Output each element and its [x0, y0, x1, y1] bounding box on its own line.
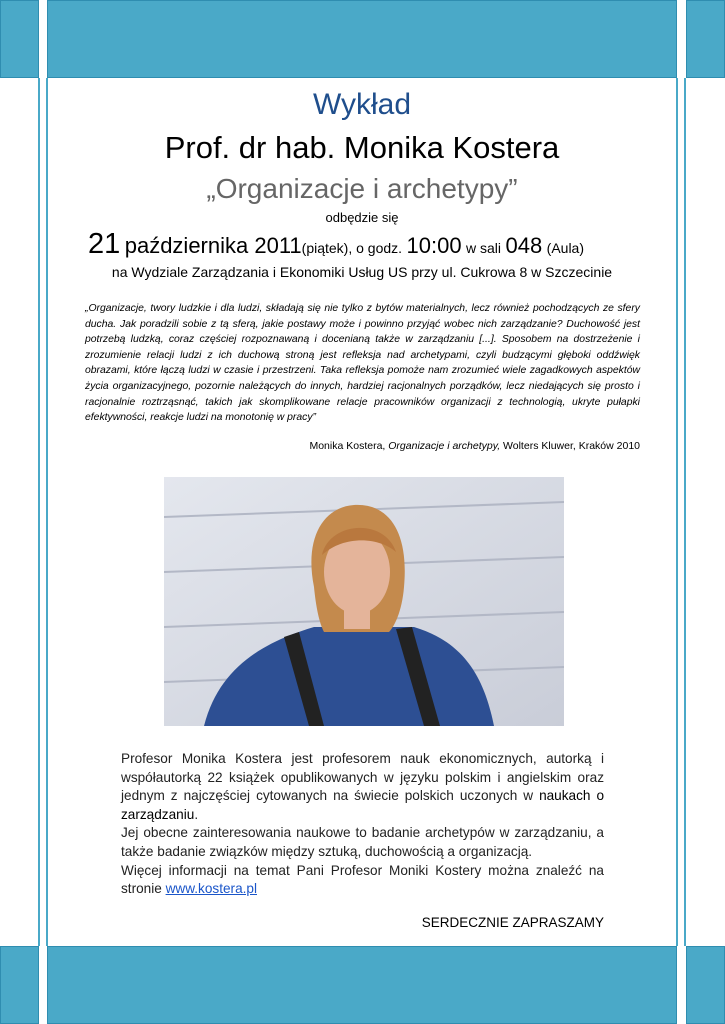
frame-top-left	[0, 0, 39, 78]
will-take-place-text: odbędzie się	[325, 210, 399, 225]
frame-line-right-outer	[684, 78, 686, 946]
bio-paragraph-3	[121, 862, 604, 899]
bio-p1-text: Profesor Monika Kostera jest profesorem nauk ekonomicznych, autorką i współautorką 22 książek opublikowanych w języku polskim i angielskim oraz jednym z najczęściej cytowanych na świecie polskich uczonych w	[121, 751, 604, 804]
speaker-name: Prof. dr hab. Monika Kostera	[164, 130, 560, 165]
speaker-photo	[164, 477, 564, 726]
citation-author: Monika Kostera,	[309, 440, 389, 452]
citation-publisher: Wolters Kluwer, Kraków 2010	[500, 440, 640, 452]
lecture-title: „Organizacje i archetypy”	[206, 173, 518, 204]
invitation-text: SERDECZNIE ZAPRASZAMY	[421, 915, 604, 930]
date-time-line	[88, 228, 676, 261]
room-number: 048	[505, 233, 543, 258]
frame-top-center	[47, 0, 677, 78]
quote-citation	[309, 440, 640, 452]
frame-line-left-outer	[38, 78, 40, 946]
date-day: 21	[88, 228, 121, 260]
bio-p3-text: Więcej informacji na temat Pani Profesor Moniki Kostery można znaleźć na stronie	[121, 862, 604, 897]
bio-paragraph-1	[121, 750, 604, 824]
venue-line: na Wydziale Zarządzania i Ekonomiki Usług US przy ul. Cukrowa 8 w Szczecinie	[111, 264, 613, 280]
website-link[interactable]: www.kostera.pl	[165, 881, 257, 897]
date-weekday: (piątek)	[301, 240, 349, 256]
time-prefix: , o godz.	[348, 240, 403, 256]
bio-p1-end: .	[194, 806, 199, 822]
frame-bottom-left	[0, 946, 39, 1024]
citation-book: Organizacje i archetypy,	[388, 440, 501, 452]
room-prefix: w sali	[466, 240, 502, 256]
frame-bottom-center	[47, 946, 677, 1024]
speaker-bio	[121, 750, 604, 899]
frame-line-right-inner	[676, 78, 678, 946]
time-value: 10:00	[406, 233, 462, 258]
poster-content	[48, 78, 676, 946]
poster-title: Wykład	[312, 88, 412, 121]
frame-bottom-right	[686, 946, 725, 1024]
bio-paragraph-2: Jej obecne zainteresowania naukowe to badanie archetypów w zarządzaniu, a także badanie związków między sztuką, duchowością a organizacją.	[121, 825, 604, 859]
bio-highlight: naukach o zarządzaniu	[121, 788, 605, 822]
room-name: (Aula)	[546, 240, 585, 256]
frame-top-right	[686, 0, 725, 78]
date-month-year: października 2011	[124, 233, 302, 258]
book-quote: „Organizacje, twory ludzkie i dla ludzi, składają się nie tylko z bytów materialnych, lecz również pochodzących ze sfery ducha. Jak poradzili sobie z tą sferą, jakie postawy może i powinno przyjąć wobec nich zarządzanie? Duchowość jest potrzebą ludzką, coraz częściej rozpoznawaną i docenianą także w zarządzaniu [...]. Sposobem na dostrzeżenie i zrozumienie relacji ludzi z ich duchową stroną jest refleksja nad archetypami, czyli budzącymi głęboki oddźwięk obrazami, które łączą ludzi w czasie i przestrzeni. Taka refleksja pomoże nam zrozumieć wiele zagadkowych aspektów życia organizacyjnego, pozornie należących do innych, hardziej racjonalnych porządków, lecz niedających się prosto i racjonalnie roztrząsnąć, takich jak skomplikowane relacje pracowników organizacji z technologią, ukryte pułapki efektywności, reakcje ludzi na monotonię w pracy”	[85, 303, 640, 424]
